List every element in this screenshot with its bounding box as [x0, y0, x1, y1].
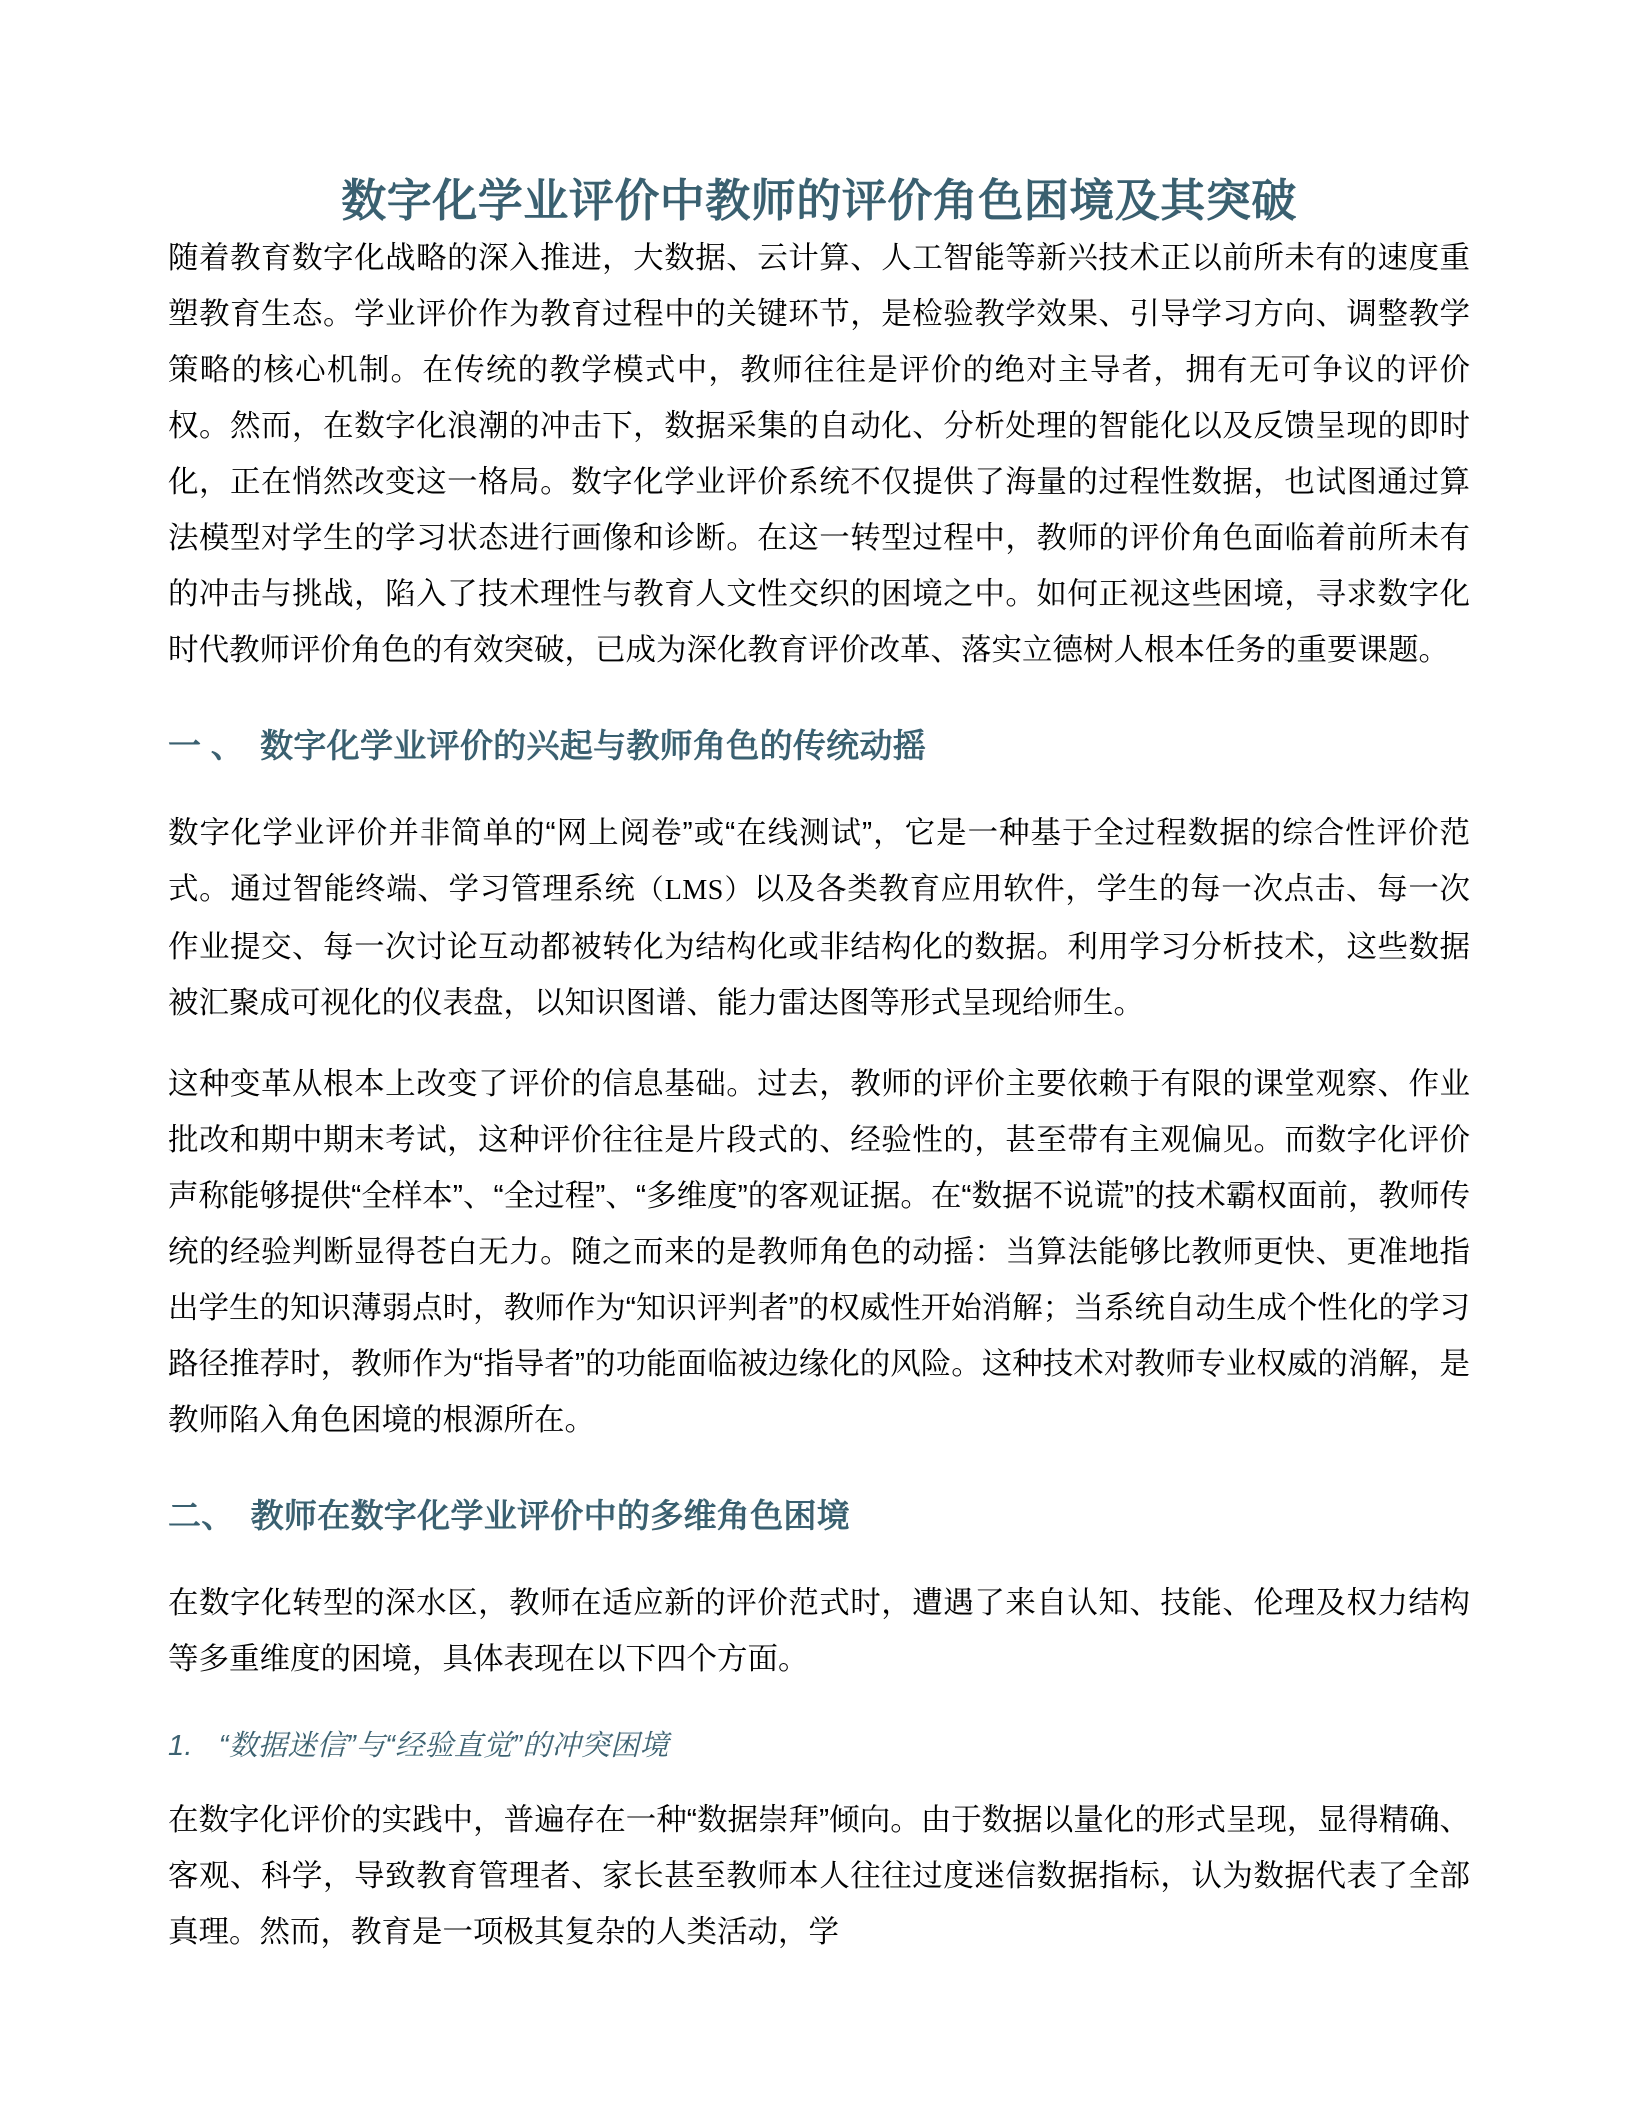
subsection-1-label: “数据迷信”与“经验直觉”的冲突困境 — [218, 1730, 669, 1763]
section-heading-two — [168, 1448, 1470, 1550]
intro-paragraph: 随着教育数字化战略的深入推进，大数据、云计算、人工智能等新兴技术正以前所未有的速度重塑教育生态。学业评价作为教育过程中的关键环节，是检验教学效果、引导学习方向、调整教学策略的核心机制。在传统的教学模式中，教师往往是评价的绝对主导者，拥有无可争议的评价权。然而，在数字化浪潮的冲击下，数据采集的自动化、分析处理的智能化以及反馈呈现的即时化，正在悄然改变这一格局。数字化学业评价系统不仅提供了海量的过程性数据，也试图通过算法模型对学生的学习状态进行画像和诊断。在这一转型过程中，教师的评价角色面临着前所未有的冲击与挑战，陷入了技术理性与教育人文性交织的困境之中。如何正视这些困境，寻求数字化时代教师评价角色的有效突破，已成为深化教育评价改革、落实立德树人根本任务的重要课题。 — [168, 241, 1470, 668]
section-one-paragraph-1-part-b: 以及各类教育应用软件，学生的每一次点击、每一次作业提交、每一次讨论互动都被转化为结构化或非结构化的数据。利用学习分析技术，这些数据被汇聚成可视化的仪表盘，以知识图谱、能力雷达图等形式呈现给师生。 — [168, 872, 1471, 1021]
section-two-paragraph-1: 在数字化转型的深水区，教师在适应新的评价范式时，遭遇了来自认知、技能、伦理及权力结构等多重维度的困境，具体表现在以下四个方面。 — [168, 1586, 1470, 1677]
section-one-number: 一 、 — [168, 727, 245, 765]
lms-abbreviation: （LMS） — [635, 875, 754, 907]
subsection-heading-1 — [168, 1687, 1470, 1775]
section-one-label: 数字化学业评价的兴起与教师角色的传统动摇 — [260, 727, 927, 765]
subsection-1-paragraph: 在数字化评价的实践中，普遍存在一种“数据崇拜”倾向。由于数据以量化的形式呈现，显得精确、客观、科学，导致教育管理者、家长甚至教师本人往往过度迷信数据指标，认为数据代表了全部真理。然而，教育是一项极其复杂的人类活动，学 — [168, 1803, 1470, 1950]
section-two-label: 教师在数字化学业评价中的多维角色困境 — [250, 1497, 851, 1535]
section-two-number: 二、 — [168, 1497, 235, 1535]
section-one-paragraph-1 — [168, 780, 1470, 1031]
subsection-1-number: 1. — [168, 1730, 193, 1763]
section-one-paragraph-1-part-a: 数字化学业评价并非简单的“网上阅卷”或“在线测试”，它是一种基于全过程数据的综合性评价范式。通过智能终端、学习管理系统 — [168, 816, 1470, 907]
section-one-paragraph-2: 这种变革从根本上改变了评价的信息基础。过去，教师的评价主要依赖于有限的课堂观察、作业批改和期中期末考试，这种评价往往是片段式的、经验性的，甚至带有主观偏见。而数字化评价声称能够提供“全样本”、“全过程”、“多维度”的客观证据。在“数据不说谎”的技术霸权面前，教师传统的经验判断显得苍白无力。随之而来的是教师角色的动摇：当算法能够比教师更快、更准地指出学生的知识薄弱点时，教师作为“知识评判者”的权威性开始消解；当系统自动生成个性化的学习路径推荐时，教师作为“指导者”的功能面临被边缘化的风险。这种技术对教师专业权威的消解，是教师陷入角色困境的根源所在。 — [168, 1067, 1470, 1438]
page-title: 数字化学业评价中教师的评价角色困境及其突破 — [341, 175, 1297, 226]
section-heading-one — [168, 678, 1470, 780]
